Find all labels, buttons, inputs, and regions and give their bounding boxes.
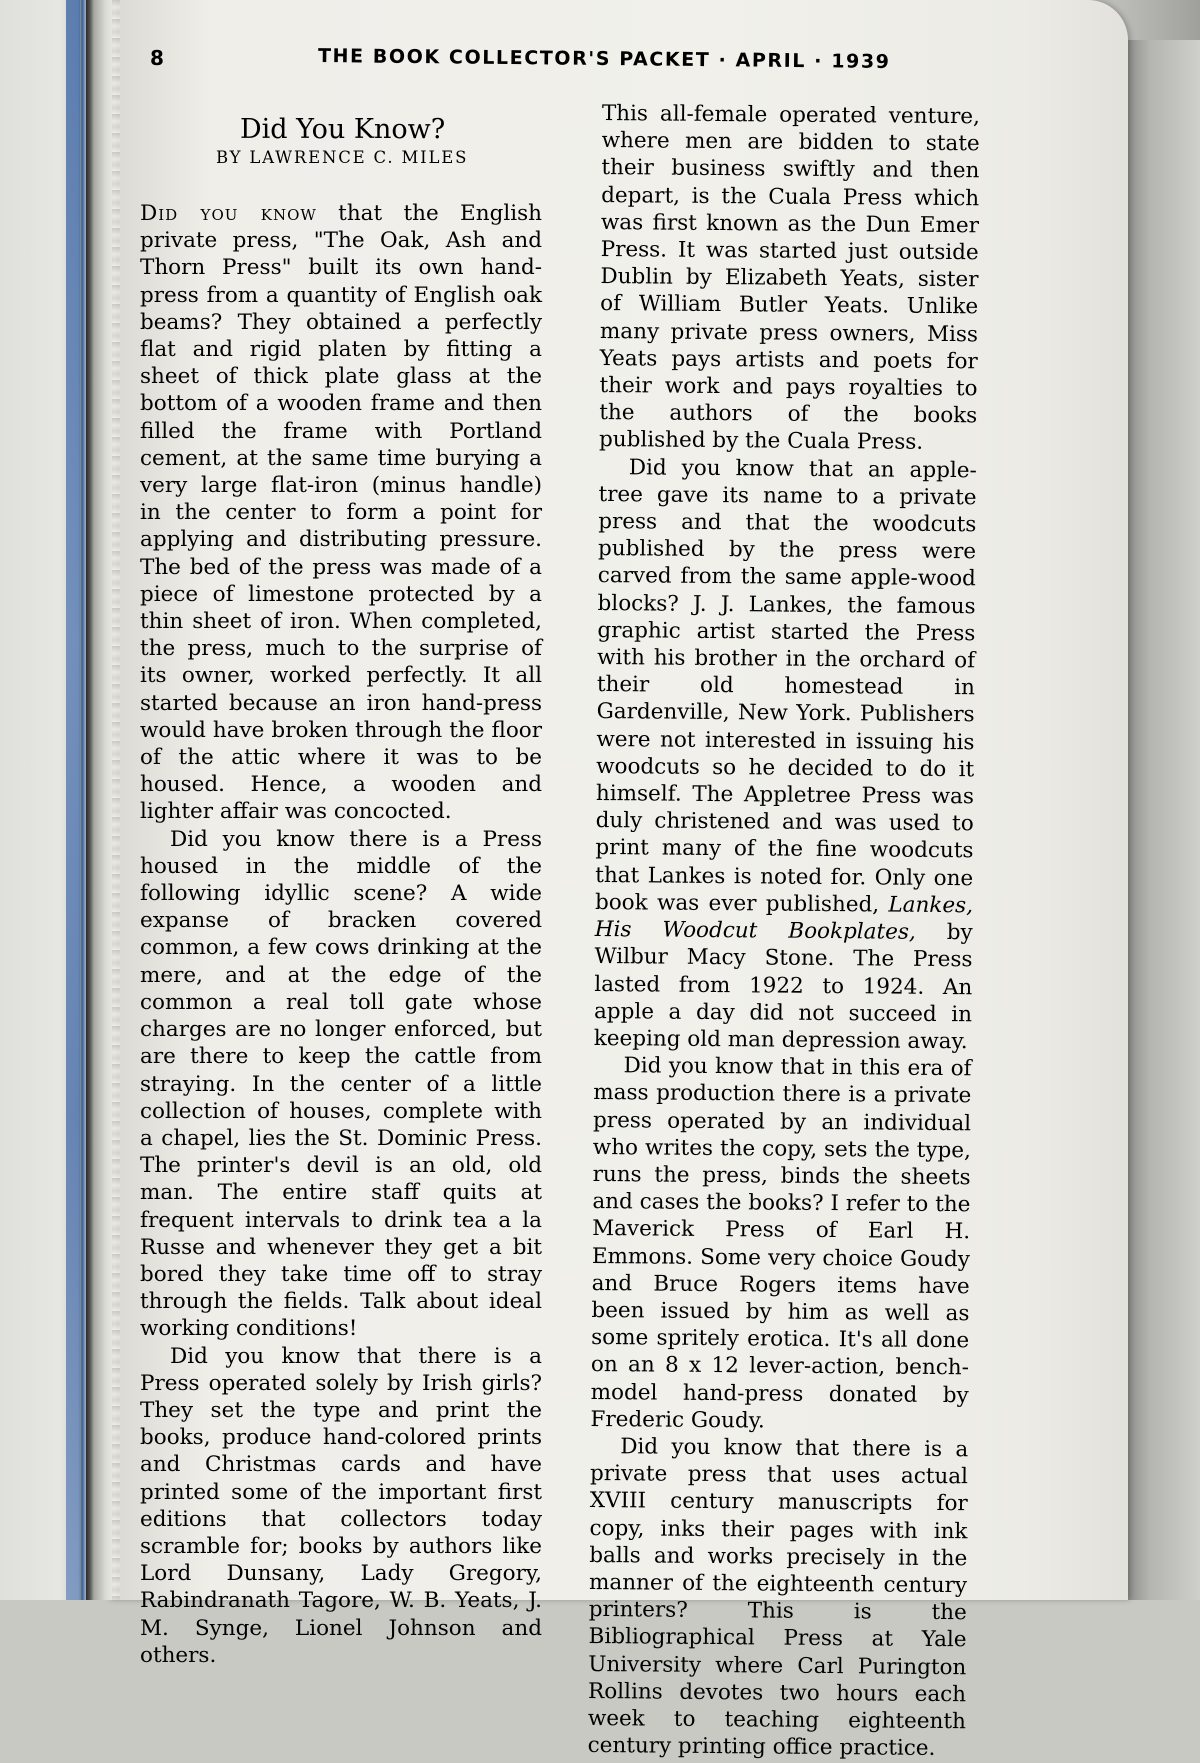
page-number: 8 [150,46,164,70]
paragraph-cuala-press: This all-female operated venture, where men are bidden to state their business swiftly and then depart, is the Cuala Press which was first known as the Dun Emer Press. It was started just outside Dublin by Elizabeth Yeats, sister of William Butler Yeats. Unlike many private press owners, Miss Yeats pays artists and poets for their work and pays royalties to the authors of the books published by the Cuala Press. [598,100,980,456]
article-title: Did You Know? [240,114,446,146]
left-column [140,200,542,1669]
paragraph-st-dominic: Did you know there is a Press housed in the middle of the following idyllic scene? A wide expanse of bracken covered common, a few cows drinking at the mere, and at the edge of the common a real toll gate whose charges are no longer enforced, but are there to keep the cattle from straying. In the center of a little collection of houses, complete with a chapel, lies the St. Dominic Press. The printer's devil is an old, old man. The entire staff quits at frequent intervals to drink tea a la Russe and whenever they get a bit bored they take time off to stray through the fields. Talk about ideal working conditions! [140,826,542,1342]
paragraph-maverick-press: Did you know that in this era of mass production there is a private press operated by an individual who writes the copy, sets the type, runs the press, binds the sheets and cases the books? I refer to the Maverick Press of Earl H. Emmons. Some very choice Goudy and Bruce Rogers items have been issued by him as well as some spritely erotica. It's all done on an 8 x 12 lever-action, bench-model hand-press donated by Frederic Goudy. [590,1053,972,1434]
torn-page-edge [112,0,120,1600]
book-title: Lankes, His Woodcut Bookplates, [594,892,974,945]
paragraph-lead-in: Did you know [140,201,317,226]
right-column [588,100,980,1763]
paragraph-body: that the English private press, "The Oak, Ash and Thorn Press" built its own hand-press from a quantity of English oak beams? They obtained a perfectly flat and rigid platen by fitting a sheet of thick plate glass at the bottom of a wooden frame and then filled the frame with Portland cement, at the same time burying a very large flat-iron (minus handle) in the center to form a point for applying and distributing pressure. The bed of the press was made of a piece of limestone protected by a thin sheet of iron. When completed, the press, much to the surprise of its owner, worked perfectly. It all started because an iron hand-press would have broken through the floor of the attic where it was to be housed. Hence, a wooden and lighter affair was concocted. [140,201,542,825]
paragraph-irish-girls: Did you know that there is a Press operated solely by Irish girls? They set the type and print the books, produce hand-colored prints and Christmas cards and have printed some of the important first editions that collectors today scramble for; books by authors like Lord Dunsany, Lady Gregory, Rabindranath Tagore, W. B. Yeats, J. M. Synge, Lionel Johnson and others. [140,1343,542,1668]
paragraph-appletree-press [594,454,977,1056]
paragraph-oak-ash-thorn [140,200,542,826]
paragraph-body: by Wilbur Macy Stone. The Press lasted from 1922 to 1924. An apple a day did not succeed in keeping old man depression away. [593,919,973,1055]
article-byline: BY LAWRENCE C. MILES [216,148,469,167]
next-page-edge [1128,40,1200,1600]
running-head: THE BOOK COLLECTOR'S PACKET · APRIL · 1939 [317,45,891,73]
blue-cover-edge [66,0,80,1600]
paragraph-bibliographical-press: Did you know that there is a private press that uses actual XVIII century manuscripts for copy, inks their pages with ink balls and works precisely in the manner of the eighteenth century printers? This is the Bibliographical Press at Yale University where Carl Purington Rollins devotes two hours each week to teaching eighteenth century printing office practice. [587,1434,969,1762]
paragraph-body: Did you know that an apple-tree gave its name to a private press and that the woodcuts published by the press were carved from the same apple-wood blocks? J. J. Lankes, the famous graphic artist started the Press with his brother in the orchard of their old homestead in Gardenville, New York. Publishers were not interested in issuing his woodcuts so he decided to do it himself. The Appletree Press was duly christened and was used to print many of the fine woodcuts that Lankes is noted for. Only one book was ever published, [594,454,977,918]
